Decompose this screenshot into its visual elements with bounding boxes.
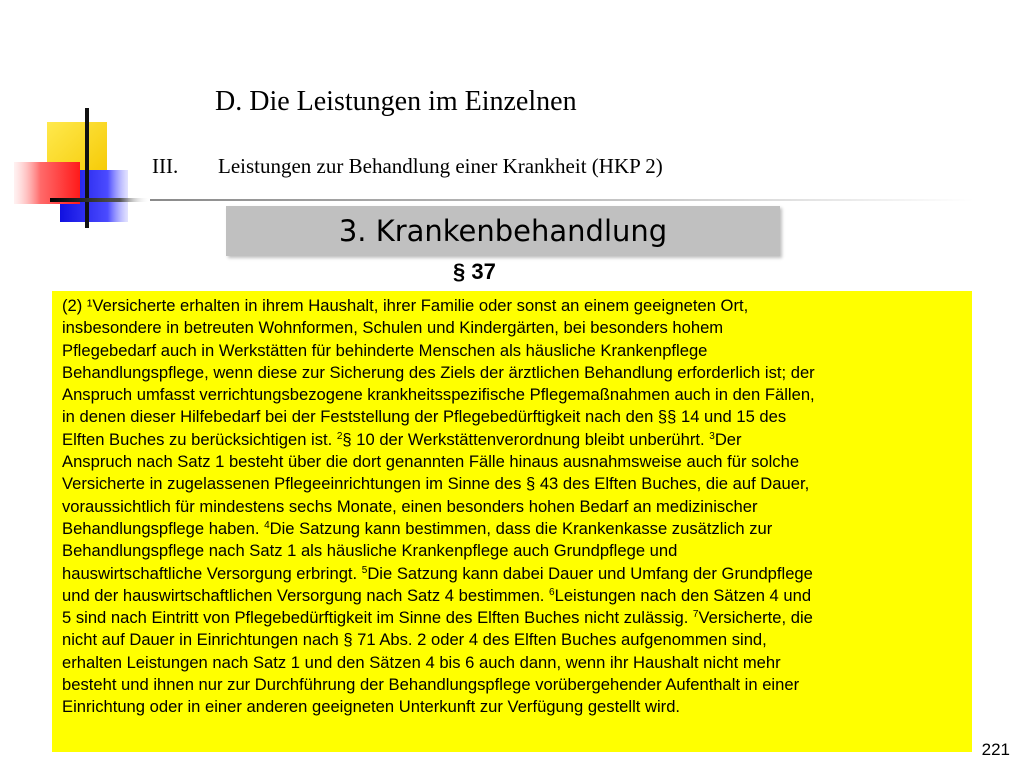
text-line bbox=[62, 585, 962, 607]
text-segment: Anspruch nach Satz 1 besteht über die dort genannten Fälle hinaus ausnahmsweise auch für solche bbox=[62, 452, 800, 472]
sentence-number: 2 bbox=[336, 430, 343, 442]
text-segment: nicht auf Dauer in Einrichtungen nach § 71 Abs. 2 oder 4 des Elften Buches aufgenommen sind, bbox=[62, 630, 767, 650]
text-segment: Behandlungspflege nach Satz 1 als häusliche Krankenpflege auch Grundpflege und bbox=[62, 541, 678, 561]
text-segment: Die Satzung kann bestimmen, dass die Krankenkasse zusätzlich zur bbox=[269, 518, 773, 538]
text-line bbox=[62, 496, 962, 518]
text-segment: Versicherte, die bbox=[698, 608, 813, 628]
page-number: 221 bbox=[981, 740, 1010, 759]
sentence-number: 3 bbox=[709, 430, 715, 442]
text-line bbox=[62, 629, 962, 651]
text-segment: Versicherte in zugelassenen Pflegeeinrichtungen im Sinne des § 43 des Elften Buches, die auf Dauer, bbox=[62, 474, 810, 494]
text-line bbox=[62, 406, 962, 428]
text-segment: 5 sind nach Eintritt von Pflegebedürftigkeit im Sinne des Elften Buches nicht zulässig. bbox=[62, 608, 693, 628]
text-line bbox=[62, 451, 962, 473]
text-segment: Die Satzung kann dabei Dauer und Umfang der Grundpflege bbox=[367, 563, 813, 583]
text-segment: voraussichtlich für mindestens sechs Monate, einen besonders hohen Bedarf an medizinischer bbox=[62, 496, 758, 516]
text-segment: Behandlungspflege, wenn diese zur Sicherung des Ziels der ärztlichen Behandlung erforderlich ist; der bbox=[62, 362, 815, 382]
text-segment: hauswirtschaftliche Versorgung erbringt. bbox=[62, 563, 362, 583]
text-segment: erhalten Leistungen nach Satz 1 und den Sätzen 4 bis 6 auch dann, wenn ihr Haushalt nicht mehr bbox=[62, 652, 781, 672]
text-line bbox=[62, 540, 962, 562]
section-heading: 3. Krankenbehandlung bbox=[338, 214, 668, 248]
text-line bbox=[62, 362, 962, 384]
text-line bbox=[62, 607, 962, 629]
text-segment: Einrichtung oder in einer anderen geeigneten Unterkunft zur Verfügung gestellt wird. bbox=[62, 697, 681, 717]
text-segment: (2) ¹Versicherte erhalten in ihrem Haushalt, ihrer Familie oder sonst an einem geeigneten Ort, bbox=[62, 296, 749, 315]
header-divider bbox=[150, 199, 974, 201]
text-segment: Anspruch umfasst verrichtungsbezogene krankheitsspezifische Pflegemaßnahmen auch in den Fällen, bbox=[62, 385, 815, 405]
slide-subtitle bbox=[152, 154, 663, 179]
section-heading-box bbox=[226, 206, 780, 256]
sentence-number: 5 bbox=[361, 564, 368, 576]
subtitle-text: Leistungen zur Behandlung einer Krankheit (HKP 2) bbox=[218, 154, 663, 178]
subtitle-number: III. bbox=[152, 154, 179, 178]
text-line bbox=[62, 563, 962, 585]
text-segment: insbesondere in betreuten Wohnformen, Schulen und Kindergärten, bei besonders hohem bbox=[62, 318, 724, 338]
paragraph-label: § 37 bbox=[453, 259, 496, 284]
text-segment: Elften Buches zu berücksichtigen ist. bbox=[62, 429, 337, 449]
sentence-number: 7 bbox=[692, 609, 699, 621]
text-line bbox=[62, 674, 962, 696]
text-segment: besteht und ihnen nur zur Durchführung der Behandlungspflege vorübergehender Aufenthalt in einer bbox=[62, 675, 800, 695]
text-line bbox=[62, 429, 962, 451]
text-segment: Behandlungspflege haben. bbox=[62, 518, 265, 538]
law-text-box bbox=[52, 291, 972, 752]
sentence-number: 6 bbox=[549, 586, 555, 598]
text-line bbox=[62, 317, 962, 339]
text-segment: in denen dieser Hilfebedarf bei der Feststellung der Pflegebedürftigkeit nach den §§ 14 und 15 des bbox=[62, 407, 787, 427]
text-line bbox=[62, 652, 962, 674]
text-line bbox=[62, 340, 962, 362]
text-line bbox=[62, 696, 962, 718]
decorative-squares-logo-icon bbox=[0, 0, 160, 240]
slide-title: D. Die Leistungen im Einzelnen bbox=[215, 86, 577, 117]
text-line bbox=[62, 295, 962, 317]
text-line bbox=[62, 473, 962, 495]
text-line bbox=[62, 518, 962, 540]
text-line bbox=[62, 384, 962, 406]
text-segment: Leistungen nach den Sätzen 4 und bbox=[554, 585, 812, 605]
sentence-number: 4 bbox=[264, 519, 270, 531]
text-segment: Der bbox=[714, 429, 742, 449]
text-segment: Pflegebedarf auch in Werkstätten für behinderte Menschen als häusliche Krankenpflege bbox=[62, 340, 708, 360]
text-segment: und der hauswirtschaftlichen Versorgung nach Satz 4 bestimmen. bbox=[62, 585, 550, 605]
text-segment: § 10 der Werkstättenverordnung bleibt unberührt. bbox=[342, 429, 710, 449]
